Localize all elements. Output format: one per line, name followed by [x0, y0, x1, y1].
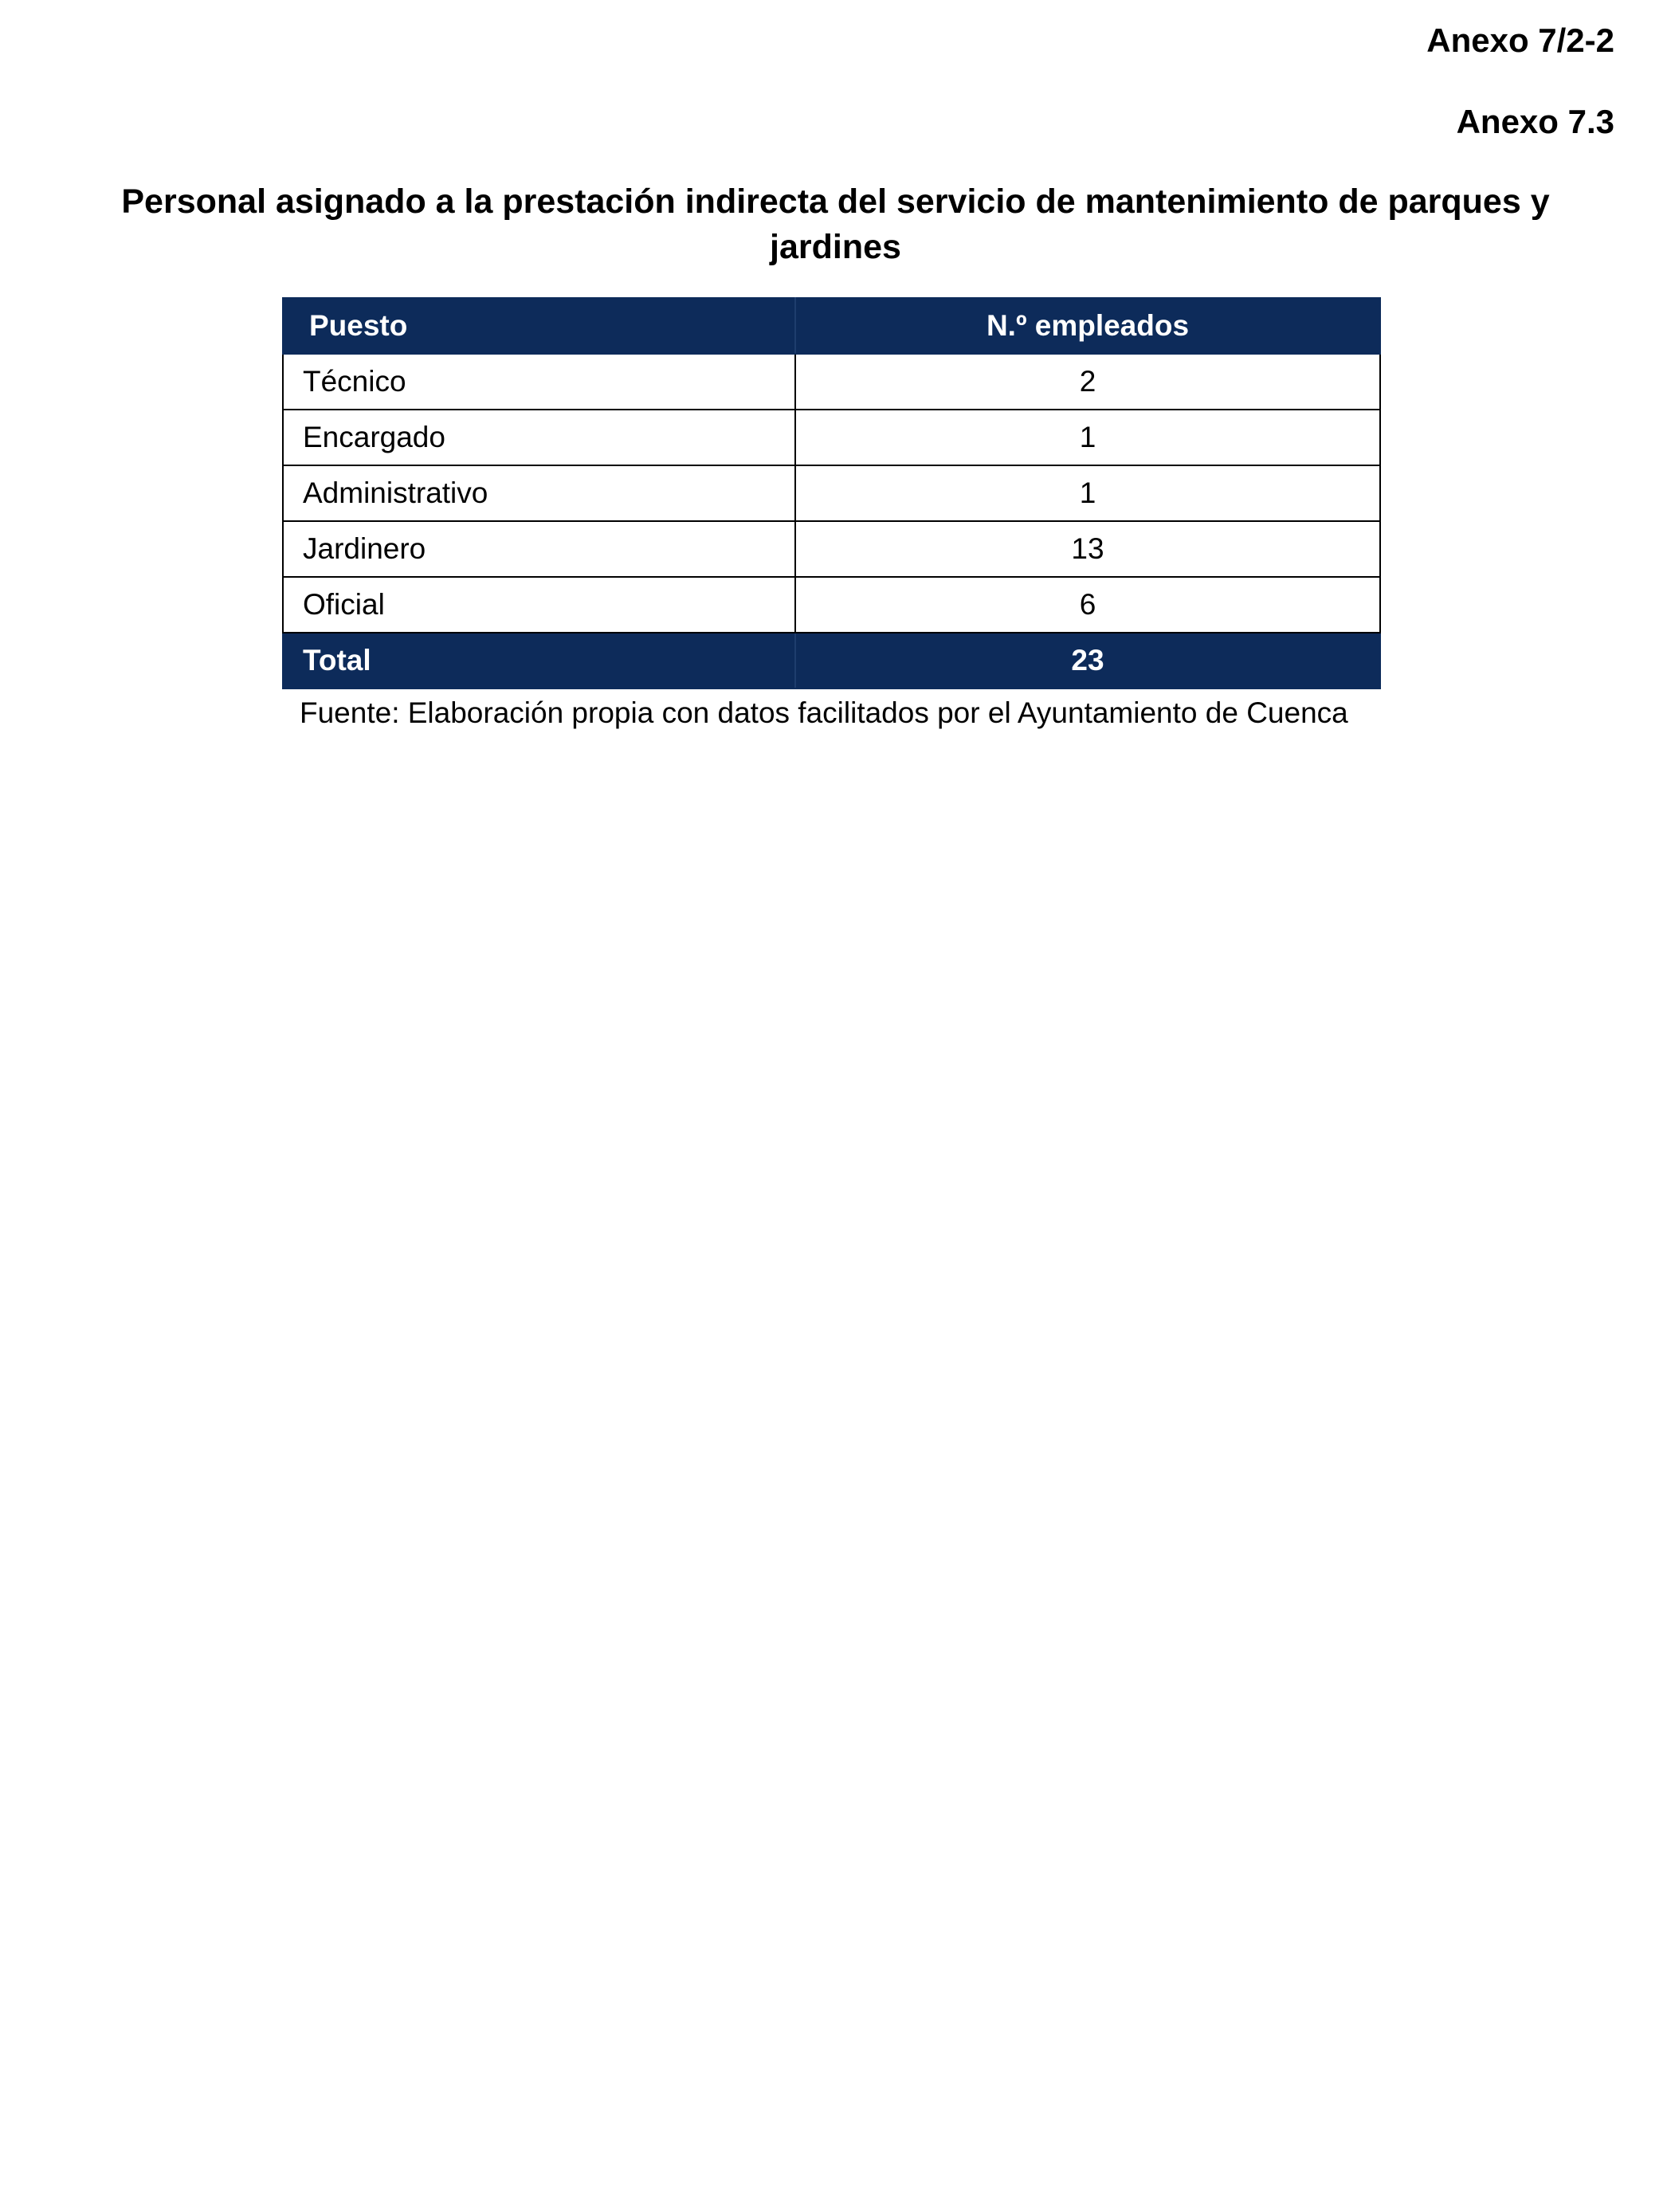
document-title: Personal asignado a la prestación indirecta del servicio de mantenimiento de parques y jardines	[121, 182, 1550, 266]
cell-puesto: Jardinero	[283, 521, 795, 577]
cell-empleados: 13	[795, 521, 1380, 577]
staff-table	[282, 297, 1381, 689]
column-header-empleados: N.º empleados	[795, 298, 1380, 354]
column-header-puesto: Puesto	[283, 298, 795, 354]
source-note: Fuente: Elaboración propia con datos facilitados por el Ayuntamiento de Cuenca	[300, 696, 1348, 729]
table-row	[283, 354, 1380, 410]
cell-empleados: 2	[795, 354, 1380, 410]
table-row	[283, 410, 1380, 465]
total-label: Total	[283, 633, 795, 688]
cell-empleados: 1	[795, 465, 1380, 521]
annex-label-secondary: Anexo 7.3	[1456, 103, 1614, 140]
cell-puesto: Oficial	[283, 577, 795, 633]
cell-puesto: Técnico	[283, 354, 795, 410]
cell-puesto: Encargado	[283, 410, 795, 465]
table-row	[283, 521, 1380, 577]
table-row	[283, 577, 1380, 633]
cell-puesto: Administrativo	[283, 465, 795, 521]
cell-empleados: 1	[795, 410, 1380, 465]
table-total-row	[283, 633, 1380, 688]
annex-label-primary: Anexo 7/2-2	[1426, 22, 1614, 59]
table-row	[283, 465, 1380, 521]
table-header-row	[283, 298, 1380, 354]
cell-empleados: 6	[795, 577, 1380, 633]
total-value: 23	[795, 633, 1380, 688]
